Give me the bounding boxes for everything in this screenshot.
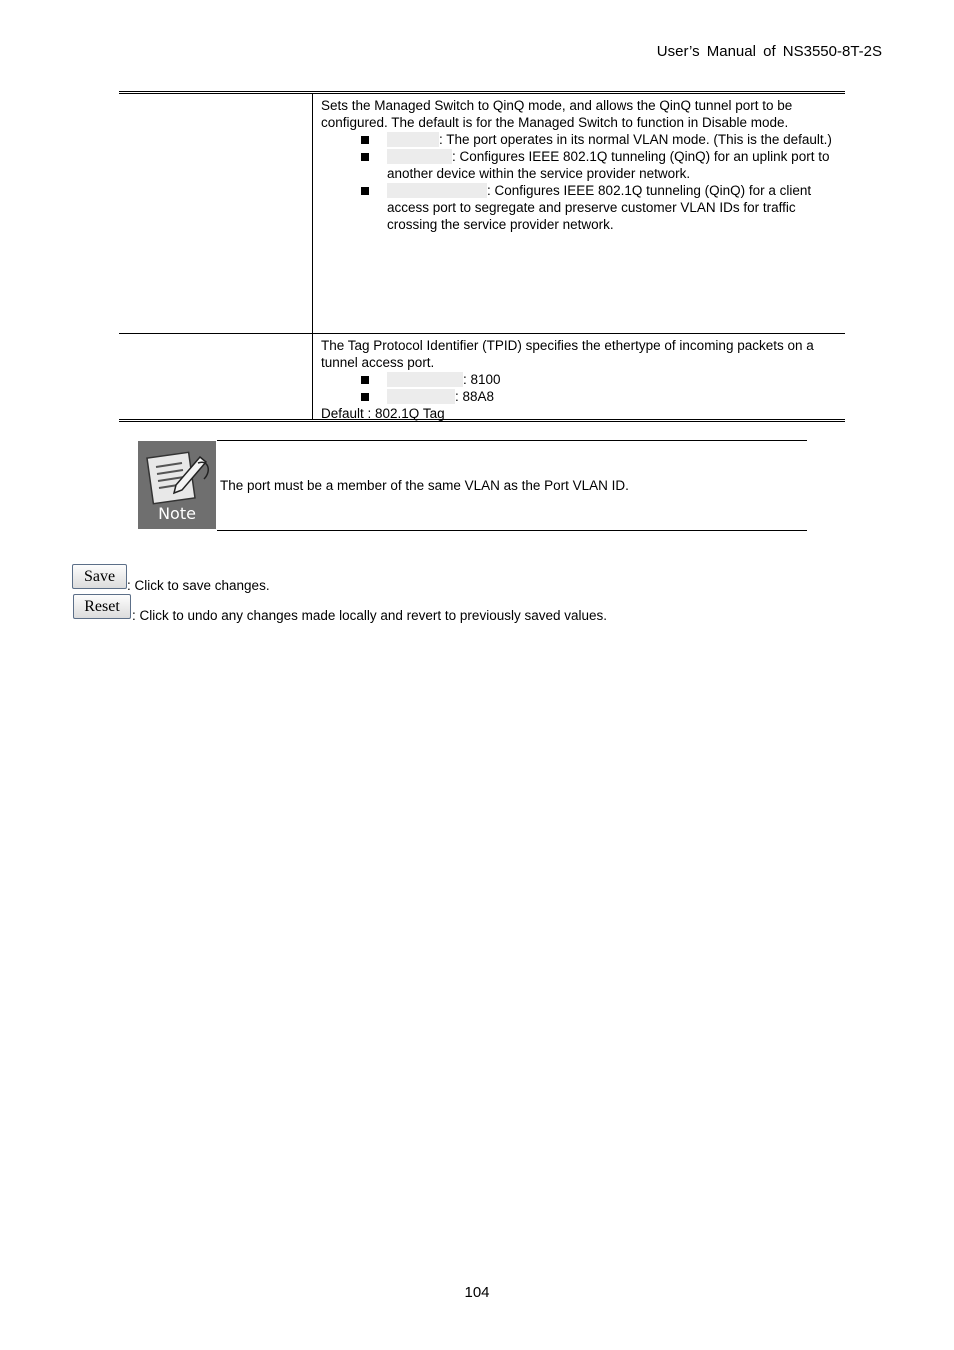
list-item (321, 388, 845, 405)
save-button[interactable]: Save (72, 564, 127, 589)
option-description: : The port operates in its normal VLAN mode. (This is the default.) (439, 132, 832, 147)
note-text: The port must be a member of the same VLAN as the Port VLAN ID. (220, 478, 629, 493)
option-description: : Configures IEEE 802.1Q tunneling (QinQ) for a client access port to segregate and preserve customer VLAN IDs for traffic crossing the service provider network. (387, 183, 812, 232)
description-text: Sets the Managed Switch to QinQ mode, and allows the QinQ tunnel port to be configured. The default is for the Managed Switch to function in Disable mode. (321, 98, 793, 130)
list-item (321, 131, 845, 148)
note-icon (138, 441, 216, 529)
square-bullet-icon (361, 187, 369, 195)
parameter-table (119, 91, 845, 422)
description-cell (313, 94, 845, 333)
list-item (321, 182, 845, 233)
page-header-title: User’s Manual of NS3550-8T-2S (656, 43, 882, 60)
option-description: : 8100 (463, 372, 501, 387)
redacted-option-name (387, 149, 452, 164)
table-row (119, 94, 845, 333)
redacted-option-name (387, 132, 439, 147)
description-text: The Tag Protocol Identifier (TPID) specifies the ethertype of incoming packets on a tunnel access port. (321, 338, 814, 370)
square-bullet-icon (361, 376, 369, 384)
list-item (321, 148, 845, 182)
option-list (321, 371, 845, 405)
note-label: Note (158, 504, 196, 523)
note-box (217, 440, 807, 531)
save-button-description: : Click to save changes. (127, 578, 270, 593)
square-bullet-icon (361, 153, 369, 161)
option-description: : 88A8 (455, 389, 495, 404)
redacted-option-name (387, 389, 455, 404)
reset-button-description: : Click to undo any changes made locally and revert to previously saved values. (132, 608, 608, 623)
object-cell (119, 334, 313, 419)
object-cell (119, 94, 313, 333)
list-item (321, 371, 845, 388)
page-number: 104 (464, 1284, 490, 1301)
default-value-text: Default : 802.1Q Tag (321, 406, 445, 421)
redacted-option-name (387, 183, 487, 198)
reset-button[interactable]: Reset (73, 594, 131, 619)
option-description: : Configures IEEE 802.1Q tunneling (QinQ) for an uplink port to another device within the service provider network. (387, 149, 830, 181)
redacted-option-name (387, 372, 463, 387)
description-cell (313, 334, 845, 419)
square-bullet-icon (361, 393, 369, 401)
table-row (119, 333, 845, 419)
square-bullet-icon (361, 136, 369, 144)
option-list (321, 131, 845, 233)
